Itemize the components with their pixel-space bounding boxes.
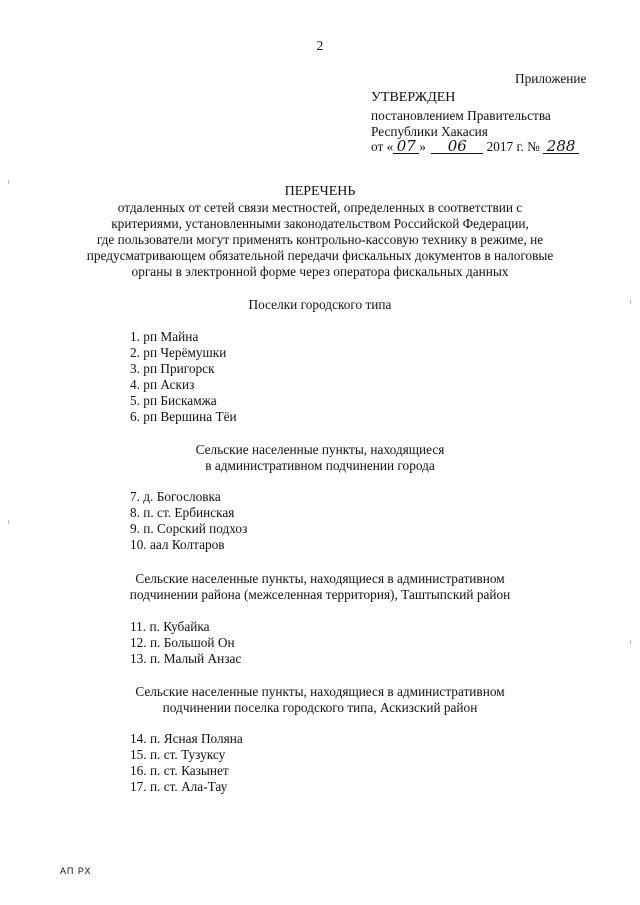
section-heading: подчинении района (межселенная территория), Таштыпский район (129, 587, 511, 602)
list-item: 6. рп Вершина Тёи (130, 409, 237, 424)
description-line: критериями, установленными законодательством Российской Федерации, (111, 216, 529, 231)
section-heading: Сельские населенные пункты, находящиеся в административном (135, 571, 505, 586)
list-item: 15. п. ст. Тузуксу (130, 747, 226, 762)
approval-date-line (371, 139, 579, 155)
list-item: 8. п. ст. Ербинская (130, 505, 235, 520)
footer-code: АП РХ (60, 866, 92, 876)
date-prefix: от « (371, 139, 394, 154)
list-item: 13. п. Малый Анзас (130, 651, 242, 666)
date-day: 07 (393, 139, 419, 154)
list-item: 5. рп Бискамжа (130, 393, 217, 408)
section-heading: Сельские населенные пункты, находящиеся (195, 442, 445, 457)
page-number: 2 (316, 38, 324, 53)
list-item: 3. рп Пригорск (130, 361, 215, 376)
quote-close: » (419, 139, 426, 154)
section-heading: Сельские населенные пункты, находящиеся в административном (135, 684, 505, 699)
list-item: 14. п. Ясная Поляна (130, 731, 243, 746)
approved-by-line: постановлением Правительства (371, 108, 551, 123)
document-title: ПЕРЕЧЕНЬ (284, 184, 356, 199)
description-line: органы в электронной форме через оператора фискальных данных (131, 264, 509, 279)
list-item: 10. аал Колтаров (130, 537, 225, 552)
approved-label: УТВЕРЖДЕН (371, 90, 456, 105)
scan-mark (630, 300, 631, 304)
date-month: 06 (431, 139, 483, 154)
section-heading: подчинении поселка городского типа, Аскизский район (162, 700, 478, 715)
list-item: 16. п. ст. Казынет (130, 763, 229, 778)
description-line: предусматривающем обязательной передачи фискальных документов в налоговые (86, 248, 554, 263)
annex-label: Приложение (515, 71, 587, 86)
section-heading: в административном подчинении города (205, 458, 435, 473)
list-item: 12. п. Большой Он (130, 635, 235, 650)
list-item: 11. п. Кубайка (130, 619, 210, 634)
list-item: 17. п. ст. Ала-Тау (130, 779, 228, 794)
list-item: 1. рп Майна (130, 329, 199, 344)
list-item: 2. рп Черёмушки (130, 345, 227, 360)
decree-number: 288 (543, 139, 579, 154)
description-line: отдаленных от сетей связи местностей, определенных в соответствии с (117, 200, 523, 215)
description-line: где пользователи могут применять контрольно-кассовую технику в режиме, не (96, 232, 544, 247)
list-item: 7. д. Богословка (130, 489, 221, 504)
republic-line: Республики Хакасия (371, 124, 488, 139)
list-item: 4. рп Аскиз (130, 377, 195, 392)
scan-mark (630, 640, 631, 644)
list-item: 9. п. Сорский подхоз (130, 521, 248, 536)
section-heading: Поселки городского типа (248, 297, 392, 312)
scan-mark (8, 180, 9, 184)
scan-mark (8, 520, 9, 524)
year-text: 2017 г. № (486, 139, 540, 154)
